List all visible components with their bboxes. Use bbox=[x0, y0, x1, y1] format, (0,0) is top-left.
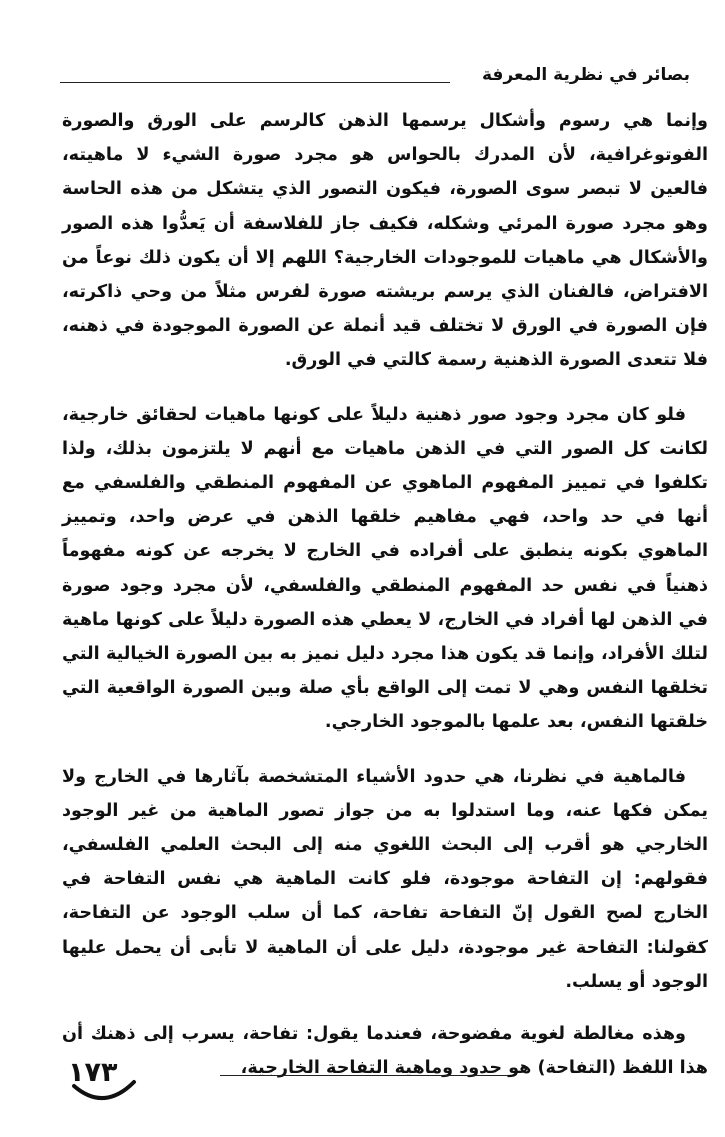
page-number-ornament bbox=[70, 1072, 138, 1108]
page-number: ١٧٣ bbox=[68, 1057, 118, 1088]
header-rule bbox=[60, 82, 450, 83]
footer-rule bbox=[220, 1075, 508, 1076]
paragraph-4: وهذه مغالطة لغوية مفضوحة، فعندما يقول: تفاحة، يسرب إلى ذهنك أن هذا اللفظ (التفاحة) هو حدود وماهية التفاحة الخارجية، bbox=[62, 1024, 708, 1079]
body-text bbox=[62, 104, 708, 1085]
running-header bbox=[60, 62, 700, 92]
running-header-title: بصائر في نظرية المعرفة bbox=[482, 65, 690, 85]
paragraph-1: وإنما هي رسوم وأشكال يرسمها الذهن كالرسم على الورق والصورة الفوتوغرافية، لأن المدرك بالحواس هو مجرد صورة الشيء لا ماهيته، فالعين لا تبصر سوى الصورة، فيكون التصور الذي يتشكل من هذه الحاسة وهو مجرد صورة المرئي وشكله، فكيف جاز للفلاسفة أن يَعدُّوا هذه الصور والأشكال هي ماهيات للموجودات الخارجية؟ اللهم إلا أن يكون ذلك نوعاً من الافتراض، فالفنان الذي يرسم بريشته صورة لفرس مثلاً من وحي ذاكرته، فإن الصورة في الورق لا تختلف قيد أنملة عن الصورة الموجودة في ذهنه، فلا تتعدى الصورة الذهنية رسمة كالتي في الورق. bbox=[62, 111, 708, 371]
paragraph-3: فالماهية في نظرنا، هي حدود الأشياء المتشخصة بآثارها في الخارج ولا يمكن فكها عنه، وما استدلوا به من جواز تصور الماهية من غير الوجود الخارجي هو أقرب إلى البحث اللغوي منه إلى البحث العلمي الفلسفي، فقولهم: إن التفاحة موجودة، فلو كانت الماهية هي نفس التفاحة في الخارج لصح القول إنّ التفاحة تفاحة، كما أن سلب الوجود عن التفاحة، كقولنا: التفاحة غير موجودة، دليل على أن الماهية لا تأبى أن يحمل عليها الوجود أو يسلب. bbox=[62, 766, 708, 992]
paragraph-2: فلو كان مجرد وجود صور ذهنية دليلاً على كونها ماهيات لحقائق خارجية، لكانت كل الصور التي في الذهن ماهيات مع أنهم لا يلتزمون بذلك، ولذا تكلفوا في تمييز المفهوم الماهوي عن المفهوم المنطقي والفلسفي مع أنها في حد واحد، فهي مفاهيم خلقها الذهن في عرض واحد، وتمييز الماهوي بكونه ينطبق على أفراده في الخارج لا يخرجه عن كونه مفهوماً ذهنياً في نفس حد المفهوم المنطقي والفلسفي، لأن مجرد وجود صورة في الذهن لها أفراد في الخارج، لا يعطي هذه الصورة دليلاً على كونها ماهية لتلك الأفراد، وإنما قد يكون هذا مجرد دليل نميز به بين الصورة الخيالية التي تخلقها النفس وهي لا تمت إلى الواقع بأي صلة وبين الصورة الواقعية التي خلقتها النفس، بعد علمها بالموجود الخارجي. bbox=[62, 404, 708, 733]
